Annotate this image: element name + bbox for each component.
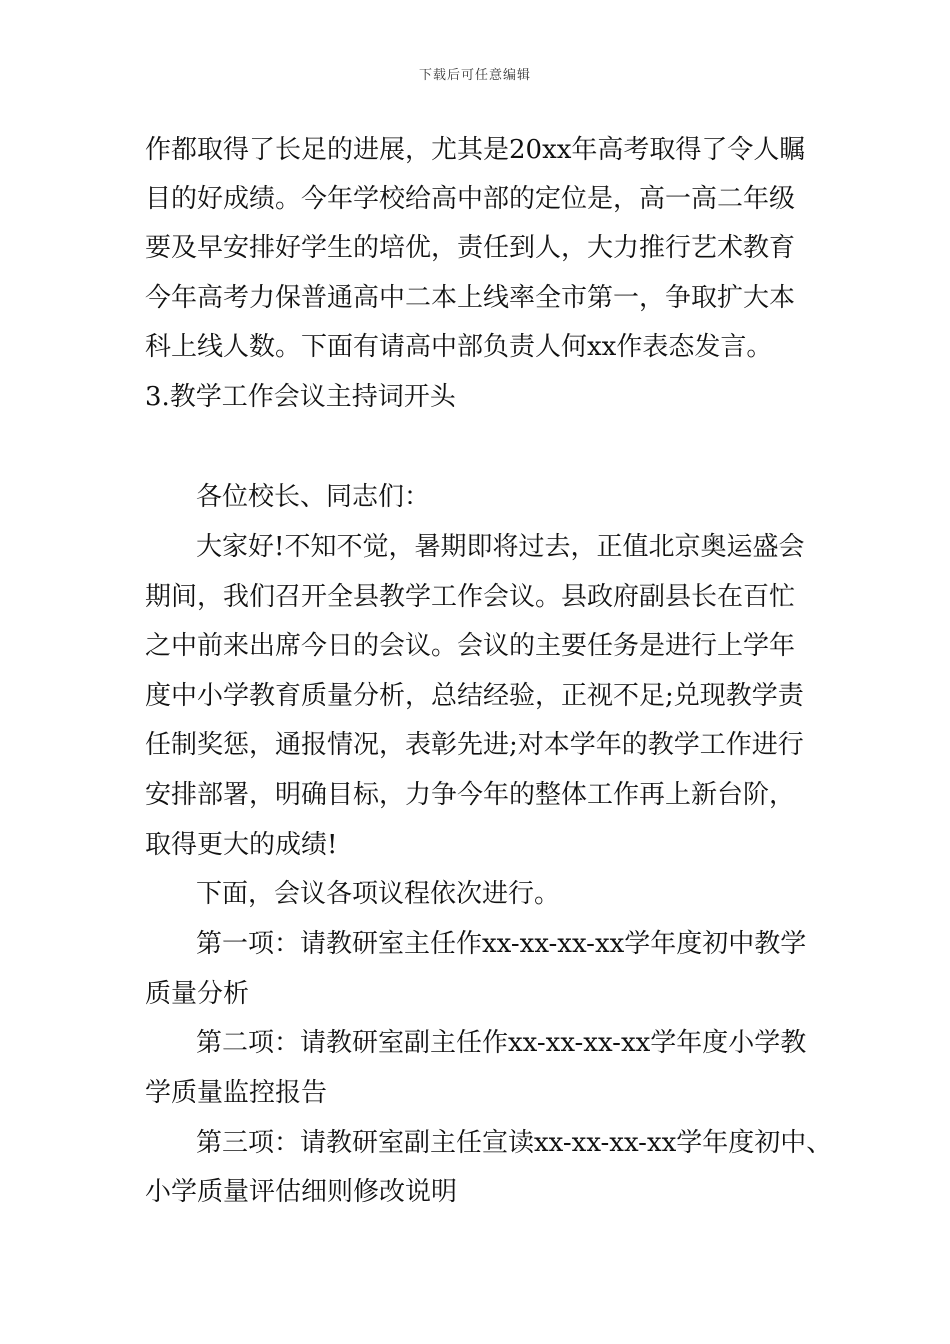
paragraph-line: 今年高考力保普通高中二本上线率全市第一，争取扩大本 xyxy=(145,283,796,313)
agenda-item-continued: 小学质量评估细则修改说明 xyxy=(145,1177,458,1207)
paragraph-line: 作都取得了长足的进展，尤其是20xx年高考取得了令人瞩 xyxy=(145,135,806,165)
paragraph-line: 大家好!不知不觉，暑期即将过去，正值北京奥运盛会 xyxy=(196,532,805,562)
paragraph-line: 取得更大的成绩! xyxy=(145,830,338,860)
paragraph-line: 度中小学教育质量分析，总结经验，正视不足;兑现教学责 xyxy=(145,681,804,711)
paragraph-line: 之中前来出席今日的会议。会议的主要任务是进行上学年 xyxy=(145,631,796,661)
agenda-item: 第一项：请教研室主任作xx-xx-xx-xx学年度初中教学 xyxy=(196,929,807,959)
paragraph-line: 期间，我们召开全县教学工作会议。县政府副县长在百忙 xyxy=(145,582,796,612)
paragraph-line: 安排部署，明确目标，力争今年的整体工作再上新台阶， xyxy=(145,780,796,810)
salutation: 各位校长、同志们： xyxy=(196,482,431,512)
agenda-item: 第三项：请教研室副主任宣读xx-xx-xx-xx学年度初中、 xyxy=(196,1128,833,1158)
section-heading: 3.教学工作会议主持词开头 xyxy=(145,382,456,412)
agenda-item-continued: 学质量监控报告 xyxy=(145,1078,328,1108)
paragraph-line: 科上线人数。下面有请高中部负责人何xx作表态发言。 xyxy=(145,332,773,362)
paragraph-line: 下面，会议各项议程依次进行。 xyxy=(196,879,561,909)
paragraph-line: 任制奖惩，通报情况，表彰先进;对本学年的教学工作进行 xyxy=(145,730,804,760)
paragraph-line: 要及早安排好学生的培优，责任到人，大力推行艺术教育 xyxy=(145,233,796,263)
agenda-item-continued: 质量分析 xyxy=(145,979,250,1009)
page-header: 下载后可任意编辑 xyxy=(418,68,531,83)
paragraph-line: 目的好成绩。今年学校给高中部的定位是，高一高二年级 xyxy=(145,184,796,214)
agenda-item: 第二项：请教研室副主任作xx-xx-xx-xx学年度小学教 xyxy=(196,1028,807,1058)
